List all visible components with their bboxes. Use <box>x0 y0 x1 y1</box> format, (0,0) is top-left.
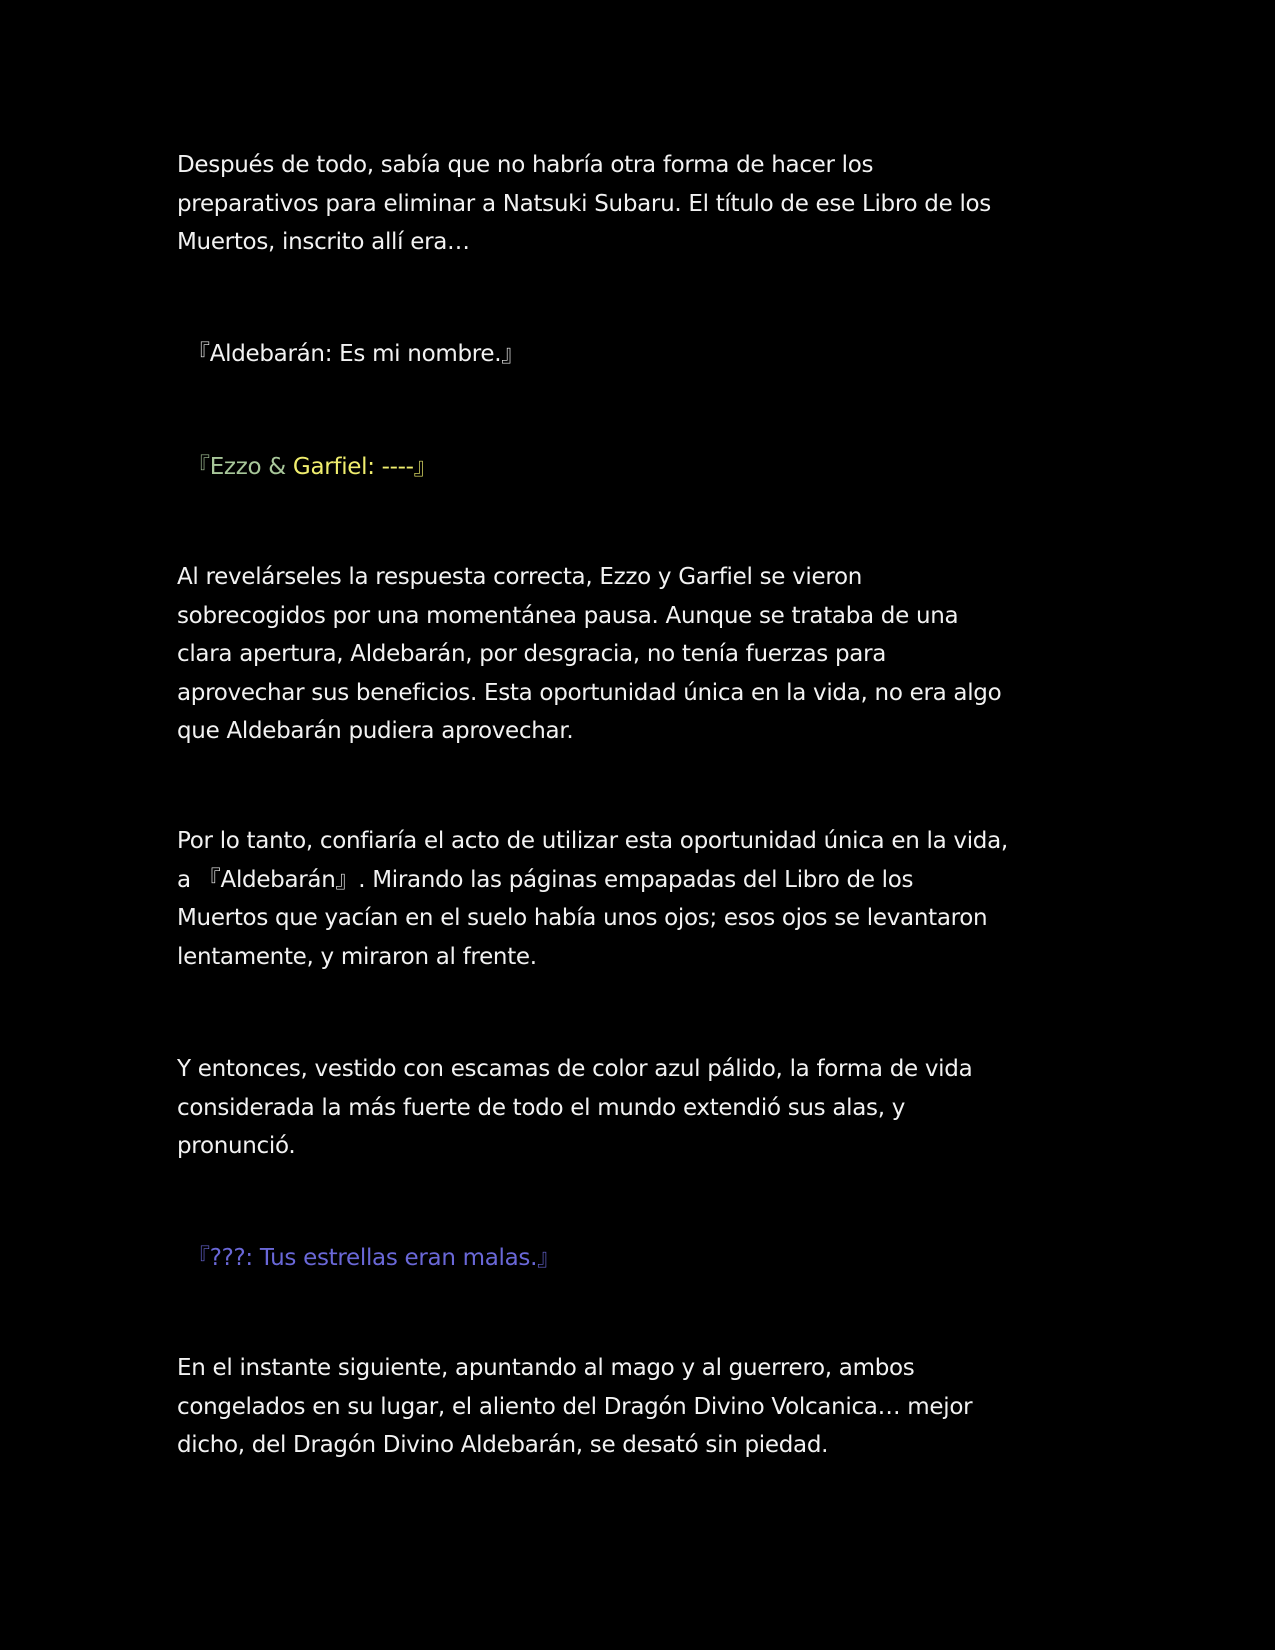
paragraph-preparations: Después de todo, sabía que no habría otra forma de hacer los preparativos para eliminar a Natsuki Subaru. El título de ese Libro de los Muertos, inscrito allí era… <box>177 152 991 255</box>
paragraph-entrust: Por lo tanto, confiaría el acto de utilizar esta oportunidad única en la vida, a 『Aldebarán』. Mirando las páginas empapadas del Libro de los Muertos que yacían en el suelo había unos ojos; esos ojos se levantaron lentamente, y miraron al frente. <box>177 828 1008 970</box>
dialogue-unknown-speaker: 『???: Tus estrellas eran malas.』 <box>187 1245 560 1271</box>
dialogue-ezzo-garfiel <box>187 448 436 487</box>
paragraph-correct-answer: Al revelárseles la respuesta correcta, Ezzo y Garfiel se vieron sobrecogidos por una momentánea pausa. Aunque se trataba de una clara apertura, Aldebarán, por desgracia, no tenía fuerzas para aprovechar sus beneficios. Esta oportunidad única en la vida, no era algo que Aldebarán pudiera aprovechar. <box>177 564 1002 744</box>
dialogue-garfiel-part: Garfiel: ----』 <box>292 454 437 480</box>
paragraph-dragon: Y entonces, vestido con escamas de color azul pálido, la forma de vida considerada la más fuerte de todo el mundo extendió sus alas, y pronunció. <box>177 1056 973 1159</box>
dialogue-ezzo-part: 『Ezzo & <box>187 454 293 480</box>
dialogue-aldebaran: 『Aldebarán: Es mi nombre.』 <box>187 341 524 367</box>
paragraph-breath: En el instante siguiente, apuntando al mago y al guerrero, ambos congelados en su lugar, el aliento del Dragón Divino Volcanica… mejor dicho, del Dragón Divino Aldebarán, se desató sin piedad. <box>177 1355 973 1458</box>
